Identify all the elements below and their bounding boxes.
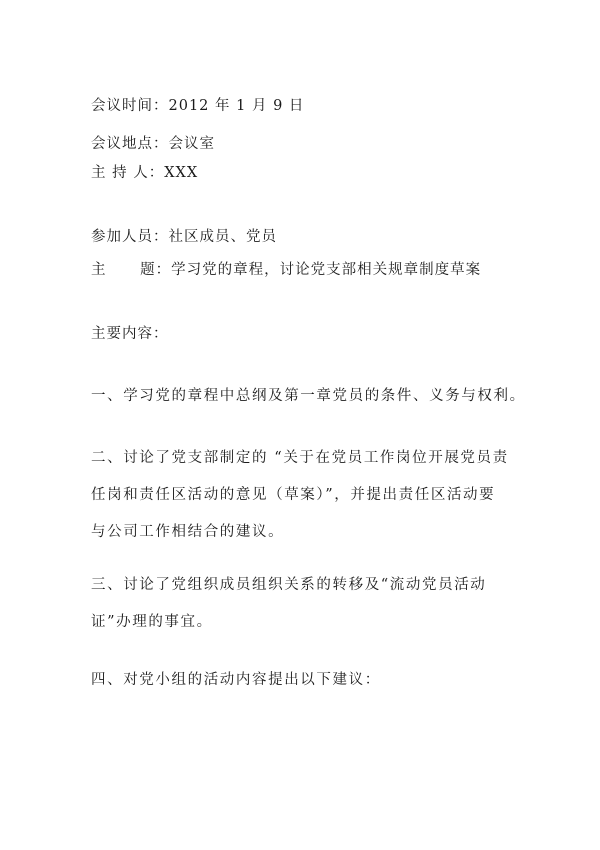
meeting-host-line xyxy=(91,163,198,183)
meeting-host-label: 主 持 人： xyxy=(91,165,165,181)
topic-label: 主 题： xyxy=(91,262,172,278)
meeting-place-line xyxy=(91,134,215,154)
attendees-value: 社区成员、党员 xyxy=(168,229,277,245)
main-content-heading: 主要内容： xyxy=(91,326,169,342)
meeting-place-value: 会议室 xyxy=(168,136,215,152)
content-item-2: 二、讨论了党支部制定的 “关于在党员工作岗位开展党员责任岗和责任区活动的意见（草案）”，并提出责任区活动要与公司工作相结合的建议。 xyxy=(91,450,509,540)
topic-value: 学习党的章程，讨论党支部相关规章制度草案 xyxy=(171,262,482,278)
meeting-time-value: 2012 年 1 月 9 日 xyxy=(168,98,305,114)
meeting-place-label: 会议地点： xyxy=(91,136,169,152)
topic-line xyxy=(91,260,481,280)
meeting-time-line xyxy=(91,96,304,116)
content-item-3: 三、讨论了党组织成员组织关系的转移及“流动党员活动证”办理的事宜。 xyxy=(91,577,487,630)
attendees-line xyxy=(91,227,277,247)
content-item-1: 一、学习党的章程中总纲及第一章党员的条件、义务与权利。 xyxy=(91,388,526,404)
meeting-time-label: 会议时间： xyxy=(91,98,169,114)
attendees-label: 参加人员： xyxy=(91,229,169,245)
meeting-host-value: XXX xyxy=(164,165,199,181)
content-item-4: 四、对党小组的活动内容提出以下建议： xyxy=(91,672,381,688)
